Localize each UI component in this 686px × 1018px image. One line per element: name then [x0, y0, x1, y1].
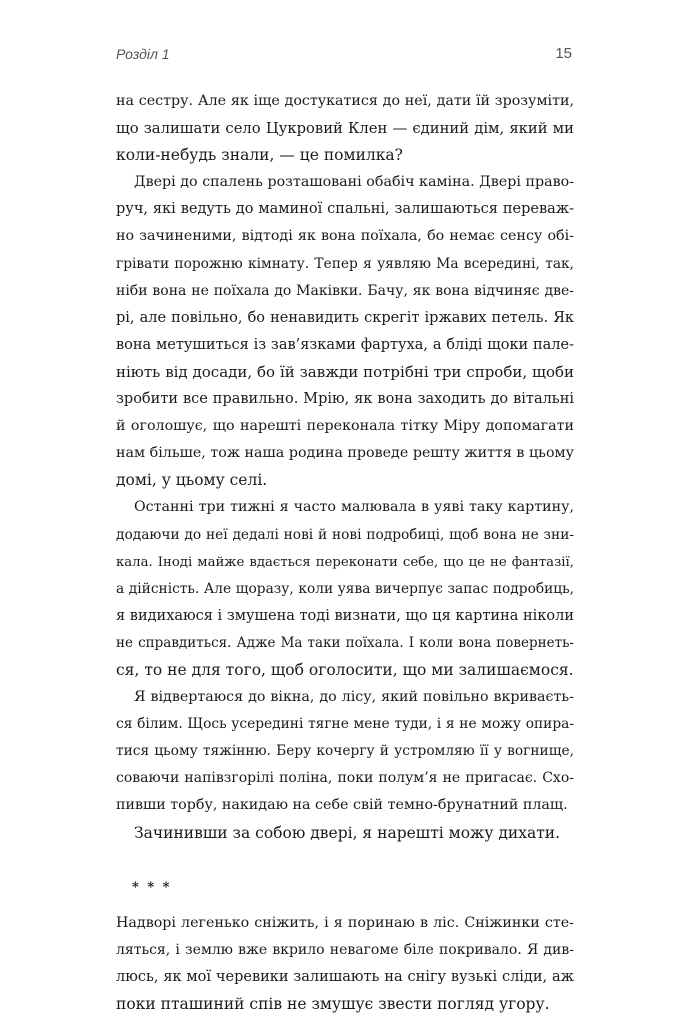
text-block-2 [116, 910, 574, 1018]
text-line: на сестру. Але як іще достукатися до неї, дати їй зрозуміти, [116, 93, 574, 109]
running-head-chapter: Розділ 1 [116, 46, 170, 62]
section-gap [116, 847, 574, 874]
text-line: ся білим. Щось усередині тягне мене туди, і я не можу опира- [116, 716, 574, 733]
section-separator: * * * [132, 879, 172, 895]
text-line: люсь, як мої черевики залишають на снігу вузькі сліди, аж [116, 968, 574, 985]
text-line: кала. Іноді майже вдається переконати себе, що це не фантазії, [116, 554, 574, 570]
text-line: а дійсність. Але щоразу, коли уява вичерпує запас подробиць, [116, 580, 574, 597]
text-line: ляться, і землю вже вкрило невагоме біле покривало. Я див- [116, 941, 574, 958]
text-line: соваючи напівзгорілі поліна, поки полум’я не пригасає. Схо- [116, 770, 574, 787]
text-line: додаючи до неї дедалі нові й нові подробиці, щоб вона не зни- [116, 526, 574, 543]
text-line: тися цьому тяжінню. Беру кочергу й устромляю її у вогнище, [116, 743, 574, 760]
text-line: Останні три тижні я часто малювала в уяві таку картину, [134, 499, 574, 516]
text-line: не справдиться. Адже Ма таки поїхала. І коли вона повернеть- [116, 634, 574, 651]
text-line: вона метушиться із зав’язками фартуха, а бліді щоки пале- [116, 336, 574, 353]
text-line: домі, у цьому селі. [116, 471, 268, 490]
text-line: Я відвертаюся до вікна, до лісу, який повільно вкриваєть- [134, 689, 574, 706]
text-line: рі, але повільно, бо ненавидить скрегіт іржавих петель. Як [116, 309, 574, 326]
text-line: я видихаюся і змушена тоді визнати, що ця картина ніколи [116, 607, 574, 624]
page-number: 15 [555, 45, 572, 62]
text-line: зробити все правильно. Мрію, як вона заходить до вітальні [116, 391, 574, 408]
text-line: ніби вона не поїхала до Маківки. Бачу, як вона відчиняє две- [116, 282, 574, 299]
text-line: поки пташиний спів не змушує звести погляд угору. [116, 994, 550, 1013]
text-line: грівати порожню кімнату. Тепер я уявляю Ма всередині, так, [116, 255, 574, 272]
text-line: ся, то не для того, щоб оголосити, що ми залишаємося. [116, 660, 574, 679]
text-line: нам більше, тож наша родина проведе решту життя в цьому [116, 445, 574, 462]
text-line: Двері до спалень розташовані обабіч каміна. Двері право- [134, 174, 574, 191]
text-line: й оголошує, що нарешті переконала тітку Міру допомагати [116, 418, 574, 435]
text-block-1 [116, 88, 574, 847]
text-line: но зачиненими, відтоді як вона поїхала, бо немає сенсу обі- [116, 228, 574, 245]
body-text [116, 88, 574, 1018]
text-line: коли-небудь знали, — це помилка? [116, 146, 403, 165]
text-line: Надворі легенько сніжить, і я поринаю в ліс. Сніжинки сте- [116, 914, 574, 931]
text-line: ніють від досади, бо їй завжди потрібні три спроби, щоби [116, 362, 574, 381]
text-line: руч, які ведуть до маминої спальні, залишаються переваж- [116, 201, 574, 218]
text-line: Зачинивши за собою двері, я нарешті можу дихати. [134, 823, 561, 842]
text-line: пивши торбу, накидаю на себе свій темно-брунатний плащ. [116, 797, 568, 814]
text-line: що залишати село Цукровий Клен — єдиний дім, який ми [116, 120, 574, 138]
